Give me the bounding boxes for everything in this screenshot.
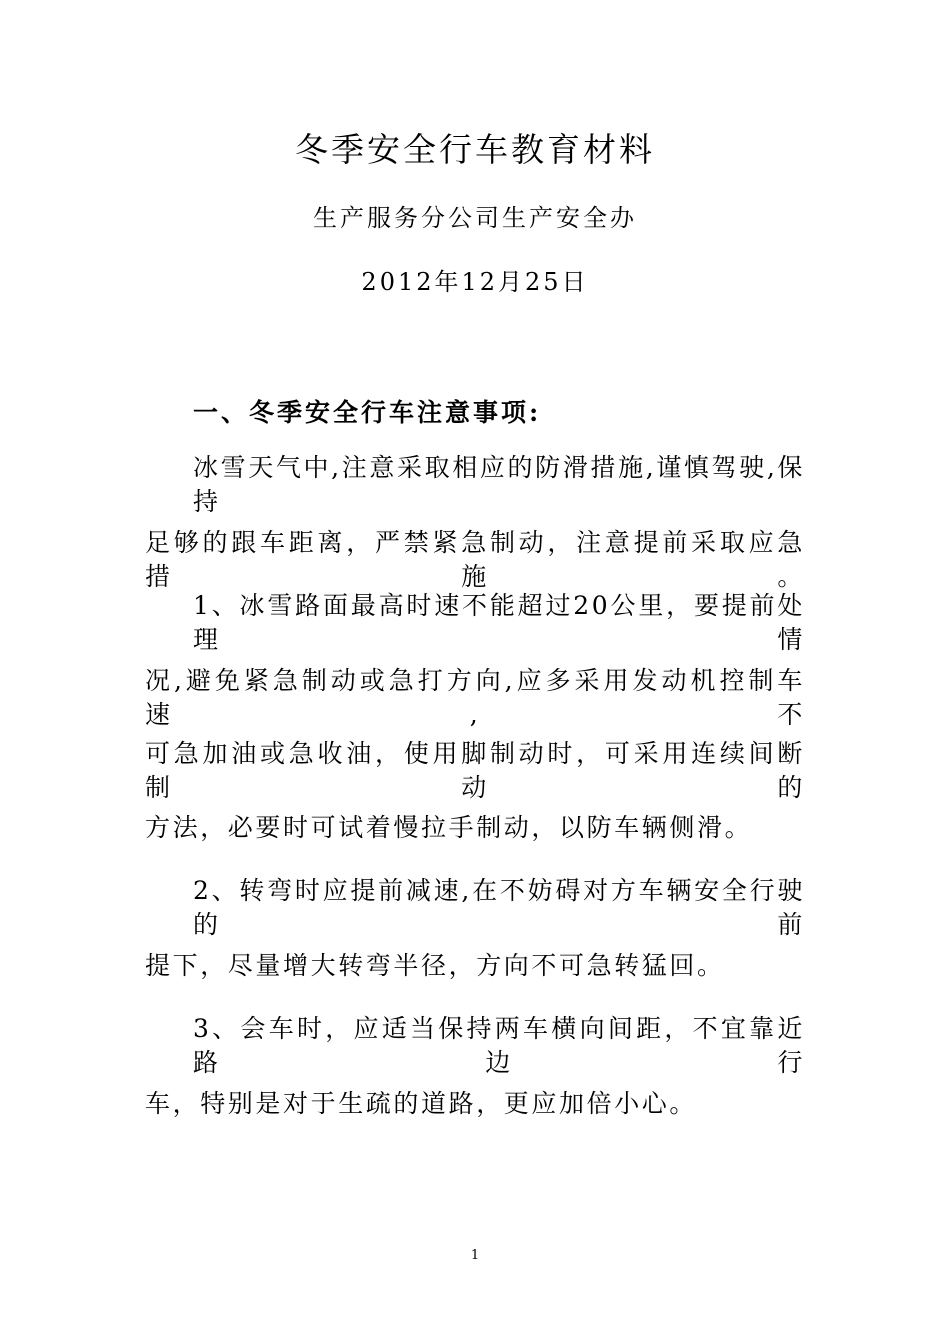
section-heading: 一、冬季安全行车注意事项: bbox=[193, 398, 542, 427]
paragraph-line: 提下，尽量增大转弯半径，方向不可急转猛回。 bbox=[145, 951, 725, 980]
paragraph-line: 方法，必要时可试着慢拉手制动，以防车辆侧滑。 bbox=[145, 813, 753, 842]
paragraph-line: 2、转弯时应提前减速,在不妨碍对方车辆安全行驶的前 bbox=[193, 876, 805, 939]
page-number: 1 bbox=[470, 1248, 480, 1263]
document-date: 2012年12月25日 bbox=[361, 268, 589, 296]
paragraph-line: 车，特别是对于生疏的道路，更应加倍小心。 bbox=[145, 1089, 698, 1118]
paragraph-line: 1、冰雪路面最高时速不能超过20公里，要提前处理情 bbox=[193, 591, 805, 654]
paragraph-line: 冰雪天气中,注意采取相应的防滑措施,谨慎驾驶,保持 bbox=[193, 453, 805, 516]
document-title: 冬季安全行车教育材料 bbox=[295, 130, 655, 169]
paragraph-line: 3、会车时，应适当保持两车横向间距，不宜靠近路边行 bbox=[193, 1014, 805, 1077]
organization-name: 生产服务分公司生产安全办 bbox=[313, 204, 637, 232]
paragraph-line: 可急加油或急收油，使用脚制动时，可采用连续间断制动的 bbox=[145, 739, 805, 802]
paragraph-line: 况,避免紧急制动或急打方向,应多采用发动机控制车速,不 bbox=[145, 666, 805, 729]
paragraph-line: 足够的跟车距离，严禁紧急制动，注意提前采取应急措施。 bbox=[145, 528, 805, 591]
